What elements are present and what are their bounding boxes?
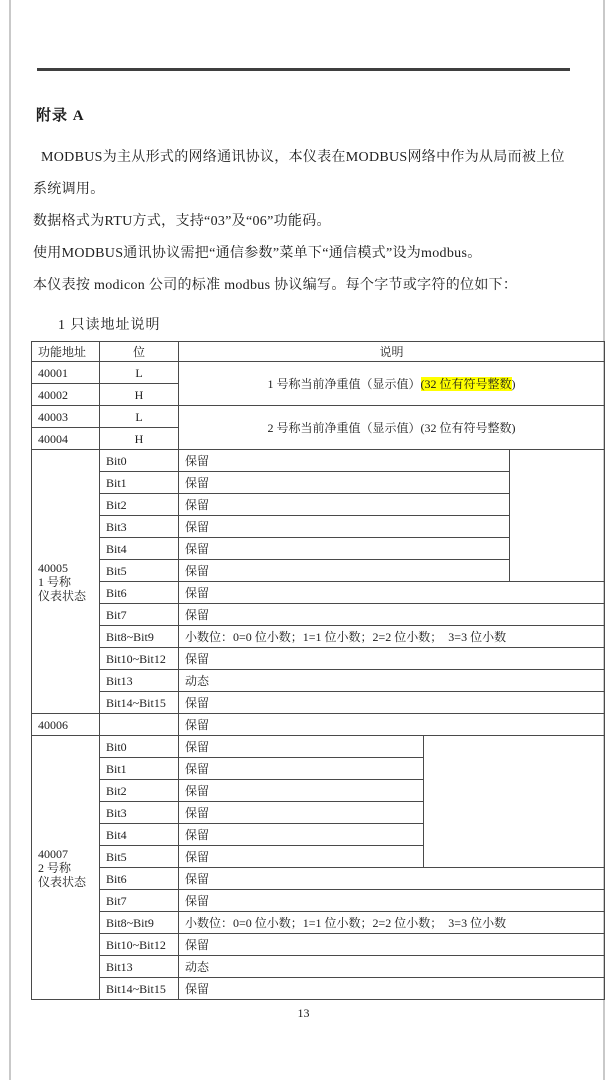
description-cell: 动态 <box>179 956 605 978</box>
bit-cell: Bit2 <box>100 780 179 802</box>
address-cell: 40006 <box>32 714 100 736</box>
bit-cell: L <box>100 362 179 384</box>
header-bit: 位 <box>100 342 179 362</box>
description-text: 1 号称当前净重值（显示值） <box>267 376 421 391</box>
description-cell: 保留 <box>179 758 424 780</box>
empty-cell <box>510 450 605 582</box>
table-row <box>32 934 605 956</box>
description-cell: 小数位：0=0 位小数；1=1 位小数；2=2 位小数； 3=3 位小数 <box>179 912 605 934</box>
bit-cell: Bit14~Bit15 <box>100 692 179 714</box>
bit-cell: Bit13 <box>100 956 179 978</box>
description-cell: 保留 <box>179 450 510 472</box>
description-cell: 保留 <box>179 560 510 582</box>
left-page-edge-line <box>9 0 11 1080</box>
bit-cell: Bit5 <box>100 560 179 582</box>
address-line: 2 号称 <box>38 860 72 875</box>
table-row <box>32 714 605 736</box>
description-cell: 保留 <box>179 538 510 560</box>
bit-cell: Bit4 <box>100 538 179 560</box>
header-horizontal-rule <box>37 68 570 71</box>
description-cell <box>179 362 605 406</box>
table-row <box>32 648 605 670</box>
description-cell: 保留 <box>179 934 605 956</box>
table-header-row <box>32 342 605 362</box>
readonly-address-table-wrap <box>31 341 605 1000</box>
address-block-cell <box>32 736 100 1000</box>
intro-line: 使用MODBUS通讯协议需把“通信参数”菜单下“通信模式”设为modbus。 <box>33 246 482 261</box>
bit-cell: Bit10~Bit12 <box>100 648 179 670</box>
description-cell: 保留 <box>179 582 605 604</box>
address-line: 40005 <box>38 560 68 575</box>
description-text: ) <box>511 376 516 391</box>
description-cell: 保留 <box>179 472 510 494</box>
page-number: 13 <box>297 1006 310 1020</box>
table-row <box>32 978 605 1000</box>
table-row <box>32 626 605 648</box>
bit-cell: Bit14~Bit15 <box>100 978 179 1000</box>
table-row <box>32 736 605 758</box>
table-row <box>32 912 605 934</box>
bit-cell: Bit0 <box>100 736 179 758</box>
bit-cell: Bit6 <box>100 868 179 890</box>
intro-paragraphs <box>33 142 599 302</box>
description-cell: 保留 <box>179 868 605 890</box>
table-row <box>32 450 605 472</box>
bit-cell: Bit8~Bit9 <box>100 912 179 934</box>
header-address: 功能地址 <box>32 342 100 362</box>
bit-cell: Bit3 <box>100 516 179 538</box>
description-cell: 保留 <box>179 516 510 538</box>
bit-cell: L <box>100 406 179 428</box>
table-row <box>32 868 605 890</box>
bit-cell: Bit8~Bit9 <box>100 626 179 648</box>
intro-line: 本仪表按 modicon 公司的标准 modbus 协议编写。每个字节或字符的位如下： <box>33 278 518 293</box>
header-description: 说明 <box>179 342 605 362</box>
description-cell: 保留 <box>179 494 510 516</box>
appendix-title: 附录 A <box>36 108 85 124</box>
bit-cell: Bit7 <box>100 604 179 626</box>
address-line: 仪表状态 <box>38 874 87 889</box>
address-line: 1 号称 <box>38 574 72 589</box>
address-block-cell <box>32 450 100 714</box>
description-cell: 动态 <box>179 670 605 692</box>
table-row <box>32 692 605 714</box>
bit-cell: Bit4 <box>100 824 179 846</box>
empty-cell <box>424 736 605 868</box>
description-cell: 保留 <box>179 648 605 670</box>
description-cell: 保留 <box>179 890 605 912</box>
description-cell: 保留 <box>179 736 424 758</box>
bit-cell: Bit5 <box>100 846 179 868</box>
intro-line: 数据格式为RTU方式，支持“03”及“06”功能码。 <box>33 214 331 229</box>
description-cell: 保留 <box>179 714 605 736</box>
bit-cell: Bit3 <box>100 802 179 824</box>
description-cell: 保留 <box>179 824 424 846</box>
description-cell: 保留 <box>179 604 605 626</box>
table-caption: 1 只读地址说明 <box>58 318 161 333</box>
bit-cell: Bit6 <box>100 582 179 604</box>
table-row <box>32 604 605 626</box>
bit-cell: Bit1 <box>100 472 179 494</box>
table-row <box>32 362 605 384</box>
table-row <box>32 406 605 428</box>
description-cell: 保留 <box>179 978 605 1000</box>
intro-line: 系统调用。 <box>33 182 105 197</box>
bit-cell: H <box>100 428 179 450</box>
table-row <box>32 956 605 978</box>
description-cell: 2 号称当前净重值（显示值）(32 位有符号整数) <box>179 406 605 450</box>
table-row <box>32 582 605 604</box>
address-cell: 40001 <box>32 362 100 384</box>
address-cell: 40003 <box>32 406 100 428</box>
bit-cell: H <box>100 384 179 406</box>
table-row <box>32 670 605 692</box>
bit-cell <box>100 714 179 736</box>
description-cell: 小数位：0=0 位小数；1=1 位小数；2=2 位小数； 3=3 位小数 <box>179 626 605 648</box>
intro-line: MODBUS为主从形式的网络通讯协议，本仪表在MODBUS网络中作为从局而被上位 <box>41 150 565 165</box>
description-cell: 保留 <box>179 802 424 824</box>
address-cell: 40002 <box>32 384 100 406</box>
bit-cell: Bit1 <box>100 758 179 780</box>
readonly-address-table <box>31 341 605 1000</box>
bit-cell: Bit13 <box>100 670 179 692</box>
bit-cell: Bit0 <box>100 450 179 472</box>
bit-cell: Bit2 <box>100 494 179 516</box>
description-cell: 保留 <box>179 846 424 868</box>
highlighted-text: (32 位有符号整数 <box>420 376 512 391</box>
address-line: 40007 <box>38 846 68 861</box>
description-cell: 保留 <box>179 692 605 714</box>
address-cell: 40004 <box>32 428 100 450</box>
bit-cell: Bit7 <box>100 890 179 912</box>
description-cell: 保留 <box>179 780 424 802</box>
bit-cell: Bit10~Bit12 <box>100 934 179 956</box>
address-line: 仪表状态 <box>38 588 87 603</box>
table-row <box>32 890 605 912</box>
